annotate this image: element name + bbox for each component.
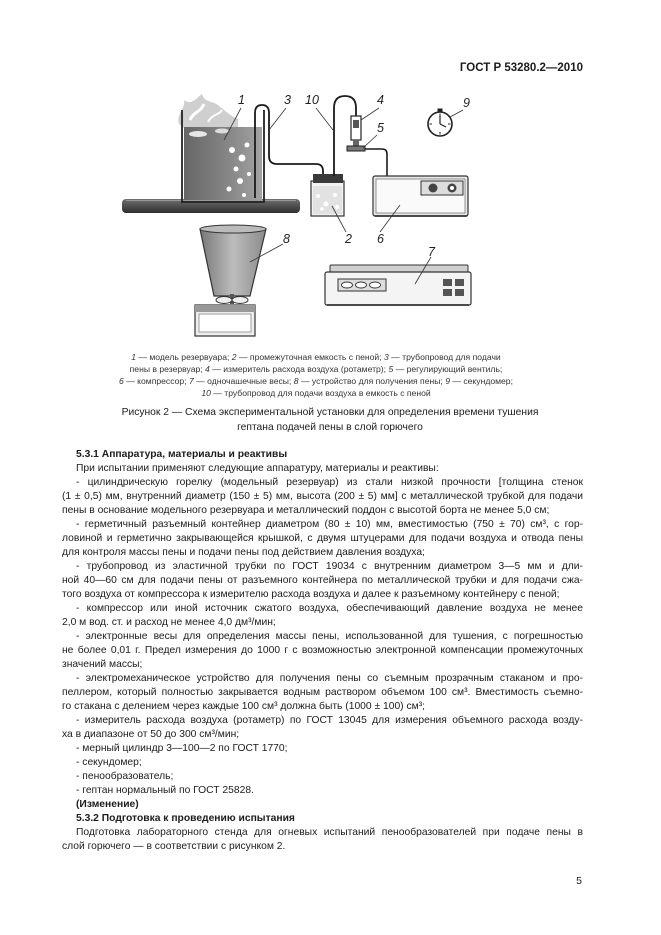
list-item-line: 2,0 м вод. ст. и расход не менее 4,0 дм³/мин; bbox=[62, 617, 276, 628]
figure-2-apparatus-diagram bbox=[0, 0, 661, 345]
callout-2: 2 bbox=[345, 232, 352, 246]
legend-text: пены в резервуар; bbox=[129, 364, 203, 374]
single-pan-scales bbox=[325, 265, 471, 305]
page-number: 5 bbox=[576, 875, 582, 887]
legend-number: 6 bbox=[119, 376, 124, 386]
caption-line: гептана подачей пены в слой горючего bbox=[237, 422, 423, 433]
list-item-line: - электронные весы для определения массы пены, использованной для тушения, с погрешностью bbox=[76, 631, 583, 642]
legend-number: 10 bbox=[201, 388, 211, 398]
callout-6: 6 bbox=[377, 232, 384, 246]
legend-line bbox=[80, 363, 552, 375]
legend-text: — компрессор; bbox=[126, 376, 187, 386]
section-heading-5-3-1: 5.3.1 Аппаратура, материалы и реактивы bbox=[76, 449, 288, 460]
figure-legend bbox=[80, 351, 552, 399]
legend-text: — модель резервуара; bbox=[138, 352, 230, 362]
list-item-line: значений массы; bbox=[62, 659, 143, 670]
legend-line bbox=[80, 351, 552, 363]
list-item-line: - секундомер; bbox=[76, 757, 142, 768]
legend-line bbox=[80, 375, 552, 387]
legend-number: 3 bbox=[383, 352, 389, 362]
figure-caption bbox=[80, 405, 580, 435]
body-text bbox=[62, 448, 583, 854]
list-item-line: - пенообразователь; bbox=[76, 771, 174, 782]
legend-text: — одночашечные весы; bbox=[196, 376, 292, 386]
list-item-line: - трубопровод из эластичной трубки по ГОСТ 19034 с внутренним диаметром 3—5 мм и дли- bbox=[76, 561, 583, 572]
document-code-header: ГОСТ Р 53280.2—2010 bbox=[459, 62, 583, 74]
legend-text: — секундомер; bbox=[452, 376, 513, 386]
caption-line: Рисунок 2 — Схема экспериментальной установки для определения времени тушения bbox=[121, 407, 539, 418]
list-item-line: ха в диапазоне от 50 до 300 см³/мин; bbox=[62, 729, 240, 740]
intermediate-foam-container bbox=[311, 174, 344, 216]
list-item-line: для контроля массы пены и подачи пены под действием давления воздуха; bbox=[62, 547, 425, 558]
amendment-note: (Изменение) bbox=[76, 799, 139, 810]
legend-text: — трубопровод для подачи bbox=[391, 352, 501, 362]
legend-number: 1 bbox=[131, 352, 137, 362]
list-item-line: - измеритель расхода воздуха (ротаметр) по ГОСТ 13045 для измерения объемного расхода возду- bbox=[76, 715, 583, 726]
legend-number: 4 bbox=[205, 364, 210, 374]
callout-4: 4 bbox=[377, 93, 384, 107]
legend-number: 8 bbox=[293, 376, 299, 386]
compressor bbox=[373, 176, 468, 216]
callout-10: 10 bbox=[305, 93, 319, 107]
list-item-line: го стакана с делением через каждые 100 см³ должна быть (1000 ± 100) см³; bbox=[62, 701, 425, 712]
callout-1: 1 bbox=[238, 93, 245, 107]
list-item-line: - компрессор или иной источник сжатого воздуха, обеспечивающий давление воздуха не менее bbox=[76, 603, 583, 614]
list-item-line: - электромеханическое устройство для получения пены со съемным прозрачным стаканом и про- bbox=[76, 673, 583, 684]
legend-number: 2 bbox=[231, 352, 237, 362]
control-valve bbox=[347, 146, 387, 176]
legend-number: 7 bbox=[188, 376, 194, 386]
callout-3: 3 bbox=[284, 93, 291, 107]
list-item-line: - мерный цилиндр 3—100—2 по ГОСТ 1770; bbox=[76, 743, 288, 754]
foam-generating-device bbox=[195, 225, 266, 336]
list-item-line: - цилиндрическую горелку (модельный резервуар) из стали низкой прочности [толщина стенок bbox=[76, 477, 583, 488]
legend-number: 9 bbox=[445, 376, 450, 386]
legend-text: — устройство для получения пены; bbox=[300, 376, 443, 386]
stopwatch bbox=[428, 109, 452, 137]
legend-number: 5 bbox=[388, 364, 394, 374]
legend-text: — промежуточная емкость с пеной; bbox=[238, 352, 382, 362]
paragraph-line: слой горючего — в соответствии с рисунком 2. bbox=[62, 841, 286, 852]
list-item-line: - герметичный разъемный контейнер диаметром (80 ± 10) мм, вместимостью (750 ± 70) см³, с гор- bbox=[76, 519, 583, 530]
section-heading-5-3-2: 5.3.2 Подготовка к проведению испытания bbox=[76, 813, 295, 824]
legend-text: — трубопровод для подачи воздуха в емкость с пеной bbox=[213, 388, 431, 398]
paragraph-line: Подготовка лабораторного стенда для огневых испытаний пенообразователей при подаче пены в bbox=[76, 827, 583, 838]
list-item-line: того воздуха от компрессора к измерителю расхода воздуха и далее к разъемному контейнеру с пеной; bbox=[62, 589, 560, 600]
list-item-line: - гептан нормальный по ГОСТ 25828. bbox=[76, 785, 254, 796]
list-item-line: ной 40—60 см для подачи пены от разъемного контейнера по металлической трубки и для подачи сжа- bbox=[62, 575, 583, 586]
callout-7: 7 bbox=[428, 245, 435, 259]
tank-model-reservoir bbox=[178, 94, 264, 202]
list-item-line: ловиной и герметично закрывающейся крышкой, с двумя штуцерами для подачи воздуха и отвода пены bbox=[62, 533, 583, 544]
callout-8: 8 bbox=[283, 232, 290, 246]
callout-5: 5 bbox=[377, 121, 384, 135]
legend-text: — измеритель расхода воздуха (ротаметр); bbox=[212, 364, 387, 374]
callout-9: 9 bbox=[463, 96, 470, 110]
list-item-line: не более 0,01 г. Предел измерения до 1000 г с возможностью электронной компенсации промежуточных bbox=[62, 645, 583, 656]
rotameter bbox=[351, 116, 361, 146]
list-item-line: пеллером, который полностью закрывается водным раствором объемом 100 см³. Вместимость съемно- bbox=[62, 687, 583, 698]
list-item-line: пены в основание модельного резервуара и металлический поддон с высотой борта не менее 5,0 см; bbox=[62, 505, 550, 516]
intro-paragraph: При испытании применяют следующие аппаратуру, материалы и реактивы: bbox=[76, 463, 439, 474]
legend-line bbox=[80, 387, 552, 399]
legend-text: — регулирующий вентиль; bbox=[395, 364, 503, 374]
list-item-line: (1 ± 0,5) мм, внутренний диаметр (150 ± 5) мм, высота (200 ± 5) мм] с металлической трубкой для подачи bbox=[62, 491, 583, 502]
